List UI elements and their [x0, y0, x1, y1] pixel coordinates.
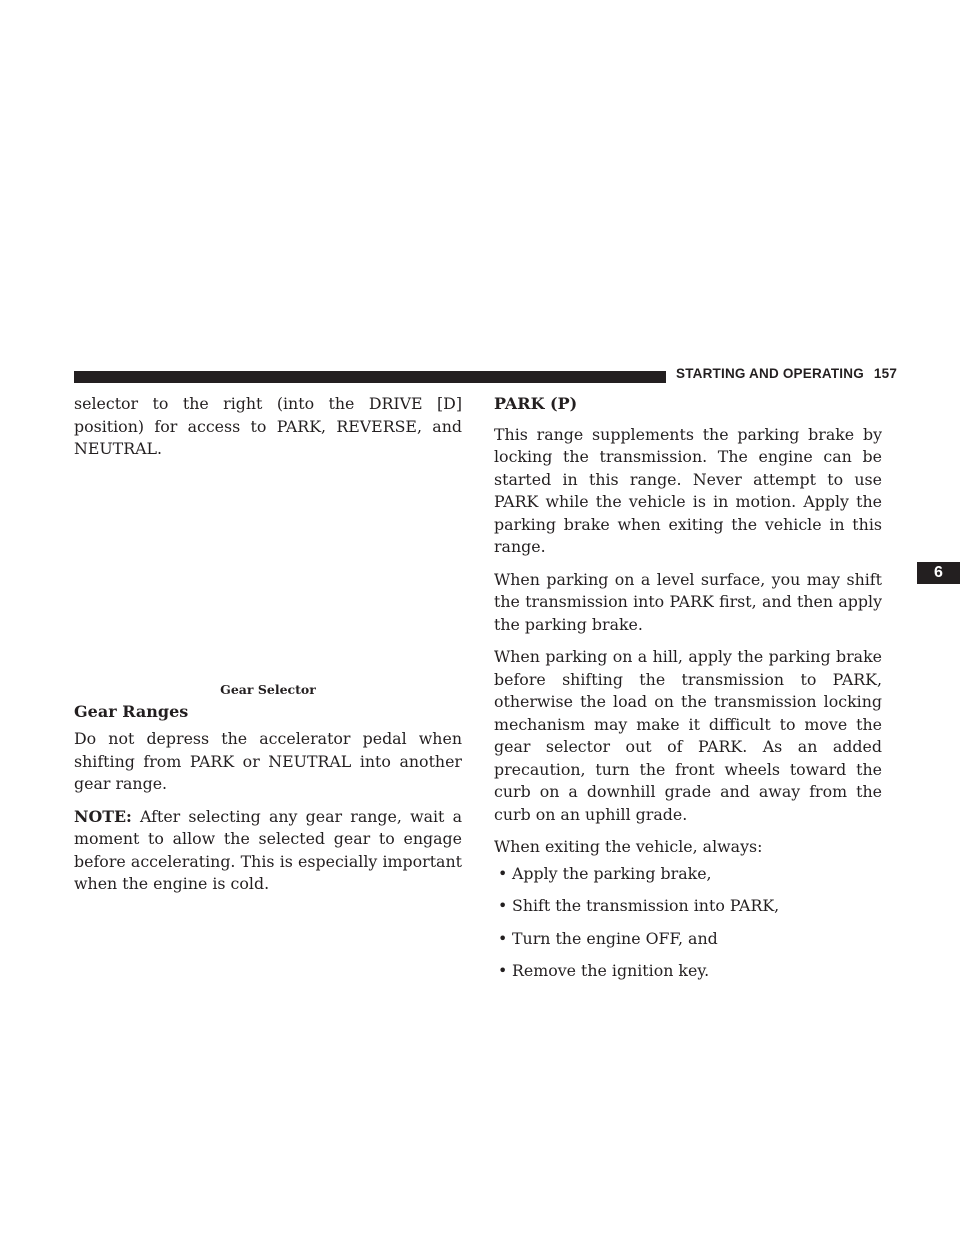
intro-paragraph: selector to the right (into the DRIVE [D] position) for access to PARK, REVERSE, and NEUTRAL. — [74, 394, 462, 458]
left-column-body — [74, 728, 462, 906]
park-paragraph-3: When parking on a hill, apply the parking brake before shifting the transmission to PARK, otherwise the load on the transmission locking mechanism may make it difficult to move the gear selector out of PARK. As an added precaution, turn the front wheels toward the curb on a downhill grade and away from the curb on an uphill grade. — [494, 647, 882, 824]
section-title: STARTING AND OPERATING — [676, 366, 864, 381]
page-number: 157 — [873, 366, 898, 381]
header-rule — [74, 371, 666, 383]
exit-checklist — [494, 863, 882, 983]
park-paragraph-2: When parking on a level surface, you may shift the transmission into PARK first, and then apply the parking brake. — [494, 569, 882, 634]
shift-paragraph: Do not depress the accelerator pedal when shifting from PARK or NEUTRAL into another gear range. — [74, 729, 462, 793]
list-item: • Apply the parking brake, — [494, 863, 882, 886]
note-text: After selecting any gear range, wait a moment to allow the selected gear to engage before accelerating. This is especially important when the engine is cold. — [74, 806, 462, 893]
note-label: NOTE: — [74, 806, 132, 826]
park-paragraph-1: This range supplements the parking brake by locking the transmission. The engine can be started in this range. Never attempt to use PARK while the vehicle is in motion. Apply the parking brake when exiting the vehicle in this range. — [494, 424, 882, 556]
list-item: • Remove the ignition key. — [494, 960, 882, 983]
chapter-tab: 6 — [917, 562, 960, 584]
left-column — [74, 393, 462, 471]
park-heading: PARK (P) — [494, 394, 578, 413]
note-paragraph — [74, 806, 462, 896]
gear-ranges-heading: Gear Ranges — [74, 702, 189, 721]
list-item: • Turn the engine OFF, and — [494, 928, 882, 951]
park-paragraph-4: When exiting the vehicle, always: — [494, 837, 763, 856]
right-column — [494, 393, 882, 993]
running-header — [676, 366, 897, 381]
figure-caption: Gear Selector — [220, 682, 316, 697]
list-item: • Shift the transmission into PARK, — [494, 895, 882, 918]
